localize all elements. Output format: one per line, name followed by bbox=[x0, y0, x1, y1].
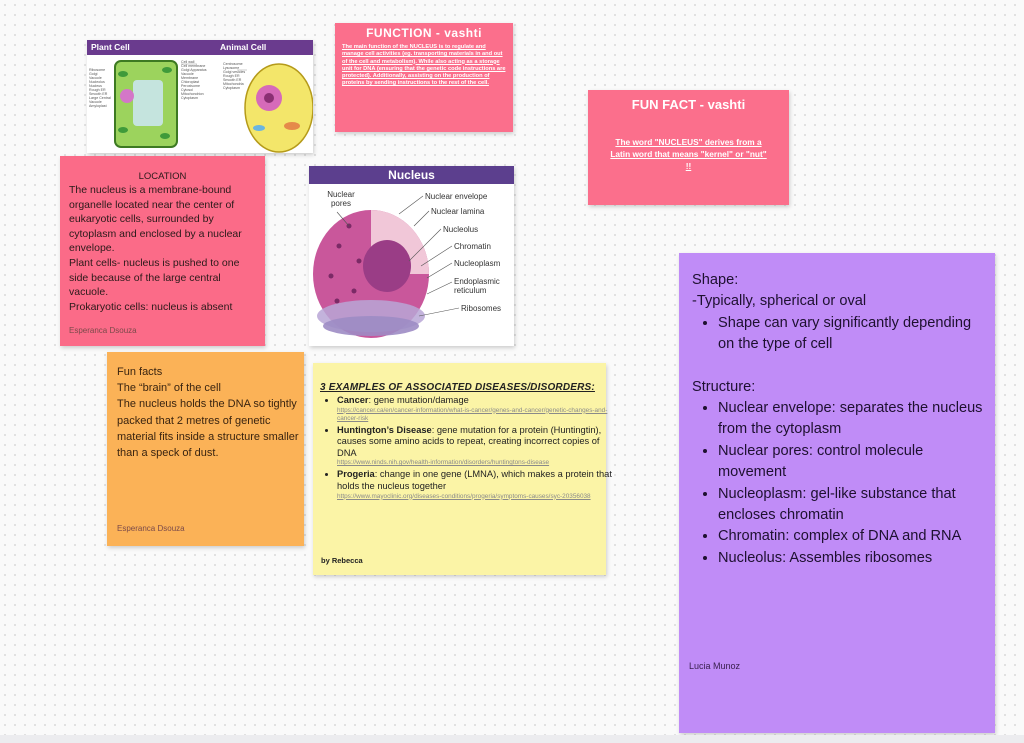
fun-facts-body bbox=[117, 364, 299, 461]
location-note[interactable] bbox=[60, 156, 265, 346]
shape-list bbox=[692, 313, 990, 356]
endoplasmic-reticulum-label: Endoplasmic reticulum bbox=[454, 277, 500, 295]
nucleolus-label: Nucleolus bbox=[443, 225, 479, 234]
disease-desc: : gene mutation for a protein (Huntingtin), causes some amino acids to repeat, creating incorrect copies of DNA bbox=[337, 424, 602, 458]
structure-bullet: • Nucleoplasm: gel-like substance that encloses chromatin bbox=[718, 484, 990, 527]
bottom-toolbar-strip bbox=[0, 735, 1024, 743]
structure-list bbox=[692, 398, 990, 569]
nucleoplasm-label: Nucleoplasm bbox=[454, 259, 501, 268]
note-author: Esperanca Dsouza bbox=[117, 524, 185, 533]
fun-facts-line: The nucleus holds the DNA so tightly packed that 2 metres of genetic material fits inside a structure smaller than a speck of dust. bbox=[117, 398, 299, 460]
note-author: Lucia Munoz bbox=[689, 661, 741, 671]
note-author: Esperanca Dsouza bbox=[69, 326, 137, 335]
structure-title: Structure: bbox=[692, 378, 756, 395]
disease-link[interactable]: https://cancer.ca/en/cancer-information/what-is-cancer/genes-and-cancer/genetic-changes-and-cancer-risk bbox=[337, 406, 608, 422]
structure-bullet: • Nuclear pores: control molecule movement bbox=[718, 441, 990, 484]
shape-structure-body bbox=[692, 270, 990, 569]
animal-cell-title: Animal Cell bbox=[220, 42, 267, 52]
ribosomes-label: Ribosomes bbox=[461, 304, 502, 313]
chromatin-label: Chromatin bbox=[454, 242, 491, 251]
nuclear-pores-label: Nuclear pores bbox=[327, 190, 355, 208]
plant-animal-cell-image[interactable] bbox=[87, 40, 313, 153]
plant-cell-title: Plant Cell bbox=[91, 42, 130, 52]
note-author: by Rebecca bbox=[321, 556, 363, 565]
shape-bullet: • Shape can vary significantly depending on the type of cell bbox=[718, 313, 990, 356]
location-note-body bbox=[69, 183, 261, 314]
location-line: Prokaryotic cells: nucleus is absent bbox=[69, 300, 233, 313]
function-note-title: FUNCTION - vashti bbox=[366, 26, 482, 40]
fun-facts-line: The “brain” of the cell bbox=[117, 382, 221, 395]
diseases-note-title: 3 EXAMPLES OF ASSOCIATED DISEASES/DISORDERS: bbox=[320, 382, 595, 393]
fun-facts-note[interactable] bbox=[107, 352, 304, 546]
fun-facts-line: Fun facts bbox=[117, 366, 163, 378]
location-line: The nucleus is a membrane-bound organelle located near the center of eukaryotic cells, surrounded by cytoplasm and enclosed by a nuclear envelope. bbox=[69, 184, 242, 255]
disease-item bbox=[337, 395, 613, 423]
disease-name: Progeria bbox=[337, 469, 375, 480]
shape-line: -Typically, spherical or oval bbox=[692, 293, 867, 310]
disease-desc: : change in one gene (LMNA), which makes a protein that holds the nucleus together bbox=[337, 469, 612, 491]
nucleus-diagram-image[interactable] bbox=[309, 166, 514, 346]
disease-item bbox=[337, 425, 613, 468]
disease-name: Cancer bbox=[337, 395, 369, 405]
shape-structure-note[interactable] bbox=[679, 253, 995, 733]
spacer bbox=[692, 356, 990, 377]
diseases-list bbox=[325, 395, 613, 503]
nuclear-lamina-label: Nuclear lamina bbox=[431, 207, 485, 216]
location-line: Plant cells- nucleus is pushed to one side because of the large central vacuole. bbox=[69, 256, 240, 299]
function-note[interactable] bbox=[335, 23, 513, 132]
cell-part-labels-mid: Cell wall Cell membrane Golgi Apparatus Vacuole Membrane Chloroplast Peroxisome Cytosol Mitochondrion Cytoplasm bbox=[181, 60, 207, 100]
shape-title: Shape: bbox=[692, 272, 739, 288]
disease-desc: : gene mutation/damage bbox=[368, 395, 469, 405]
fun-fact-vashti-title: FUN FACT - vashti bbox=[631, 97, 746, 112]
disease-item bbox=[337, 469, 613, 500]
fun-fact-vashti-note[interactable] bbox=[588, 90, 789, 205]
structure-bullet: • Nuclear envelope: separates the nucleus from the cytoplasm bbox=[718, 398, 990, 441]
structure-bullet: • Chromatin: complex of DNA and RNA bbox=[718, 526, 990, 547]
fun-fact-vashti-body: The word "NUCLEUS" derives from a Latin word that means "kernel" or "nut" !! bbox=[610, 137, 767, 171]
disease-link[interactable]: https://www.mayoclinic.org/diseases-conditions/progeria/symptoms-causes/syc-20356038 bbox=[337, 492, 591, 500]
diseases-note[interactable] bbox=[313, 363, 612, 575]
function-note-body: The main function of the NUCLEUS is to regulate and manage cell activities (eg. transporting materials in and out of the cell and metabolism). While also acting as a storage unit for DNA (ensuring that the genetic code instructions are protected). Additionally, assisting on the production of proteins by sending instructions to the rest of the cell. bbox=[342, 44, 506, 87]
nucleus-diagram-title: Nucleus bbox=[309, 166, 514, 184]
location-note-title: LOCATION bbox=[138, 171, 187, 182]
cell-part-labels-right: Centrosome Lysosome Golgi vesicles Rough ER Smooth ER Mitochondria Cytoplasm bbox=[223, 62, 246, 90]
cell-part-labels-left: Ribosome Golgi Vacuole Nucleolus Nucleus Rough ER Smooth ER Large Central Vacuole Amyloplast bbox=[89, 68, 111, 108]
nuclear-envelope-label: Nuclear envelope bbox=[425, 192, 488, 201]
structure-bullet: • Nucleolus: Assembles ribosomes bbox=[718, 548, 990, 569]
disease-name: Huntington’s Disease bbox=[337, 424, 432, 435]
disease-link[interactable]: https://www.ninds.nih.gov/health-information/disorders/huntingtons-disease bbox=[337, 459, 550, 467]
